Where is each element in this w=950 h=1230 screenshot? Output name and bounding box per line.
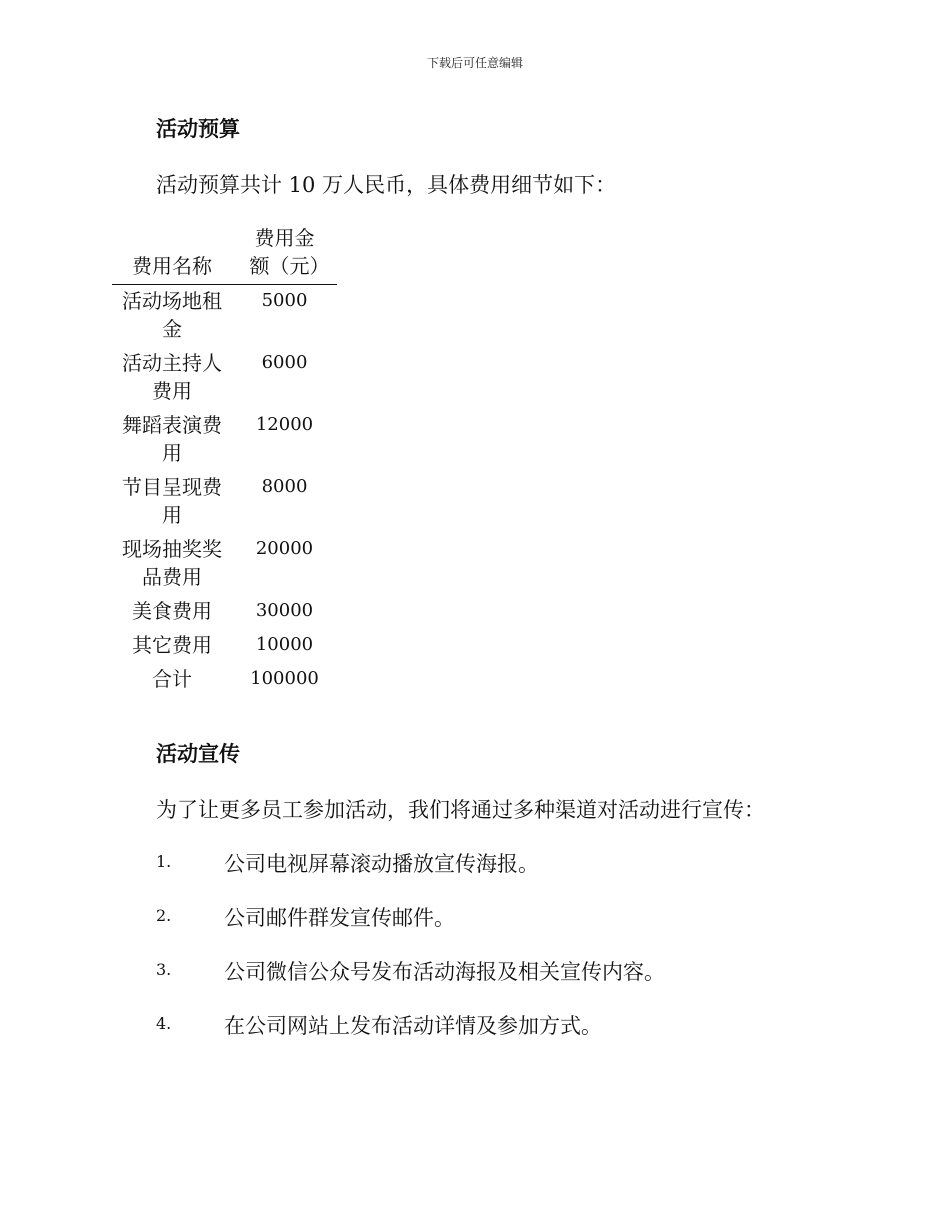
total-amount-cell: 100000: [250, 668, 319, 689]
expense-name-cell: 其它费用: [132, 633, 212, 657]
total-label-cell: 合计: [152, 667, 192, 691]
promo-section-title: 活动宣传: [156, 742, 240, 766]
expense-name-cell: 活动场地租金: [122, 289, 222, 341]
expense-amount-cell: 10000: [255, 634, 314, 655]
expense-name-cell: 舞蹈表演费用: [122, 413, 222, 465]
column-header-amount-text: 费用金额（元）: [249, 226, 330, 278]
expense-name-cell: 现场抽奖奖品费用: [122, 537, 222, 589]
expense-amount-cell: 12000: [255, 414, 314, 435]
expense-amount-cell: 30000: [255, 600, 314, 621]
table-row: [112, 471, 337, 533]
expense-name-cell: 美食费用: [132, 599, 212, 623]
list-item-number: 4.: [156, 1014, 172, 1033]
promo-channel-list: [156, 848, 665, 1064]
table-row: [112, 629, 337, 663]
budget-intro-text: 活动预算共计 10 万人民币，具体费用细节如下：: [156, 173, 617, 197]
table-row: [112, 285, 337, 348]
expense-amount-cell: 5000: [261, 290, 308, 311]
expense-name-cell: 节目呈现费用: [122, 475, 222, 527]
budget-section-title: 活动预算: [156, 117, 240, 141]
list-item: [156, 848, 665, 902]
list-item-text: 公司邮件群发宣传邮件。: [224, 906, 455, 930]
expense-amount-cell: 6000: [261, 352, 308, 373]
list-item: [156, 1010, 665, 1064]
table-row: [112, 409, 337, 471]
table-row: [112, 595, 337, 629]
table-row: [112, 347, 337, 409]
promo-intro-text: 为了让更多员工参加活动，我们将通过多种渠道对活动进行宣传：: [156, 798, 765, 822]
expense-amount-cell: 8000: [261, 476, 308, 497]
list-item-number: 2.: [156, 906, 172, 925]
budget-table-header-row: [112, 224, 337, 285]
list-item: [156, 902, 665, 956]
table-row: [112, 533, 337, 595]
table-row-total: [112, 663, 337, 697]
expense-amount-cell: 20000: [255, 538, 314, 559]
list-item-number: 3.: [156, 960, 172, 979]
list-item-number: 1.: [156, 852, 172, 871]
list-item-text: 公司电视屏幕滚动播放宣传海报。: [224, 852, 539, 876]
budget-table: [112, 224, 337, 697]
column-header-expense-name: 费用名称: [112, 224, 232, 285]
list-item-text: 公司微信公众号发布活动海报及相关宣传内容。: [224, 960, 665, 984]
column-header-expense-amount: [232, 224, 337, 285]
expense-name-cell: 活动主持人费用: [122, 351, 222, 403]
list-item: [156, 956, 665, 1010]
page-header-note: 下载后可任意编辑: [426, 56, 523, 70]
list-item-text: 在公司网站上发布活动详情及参加方式。: [224, 1014, 602, 1038]
